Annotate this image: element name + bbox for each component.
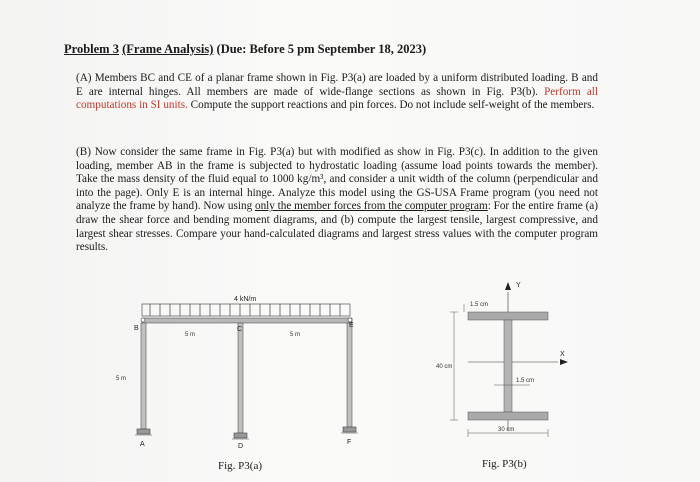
load-label: 4 kN/m: [234, 296, 257, 303]
node-c-label: C: [237, 326, 243, 333]
web-thickness-label: 1.5 cm: [516, 378, 535, 384]
y-axis-arrow: [505, 282, 511, 290]
frame-figure: [110, 290, 370, 455]
figure-b-caption: Fig. P3(b): [482, 458, 527, 470]
column-ef: [347, 323, 352, 427]
part-b-underlined: only the member forces from the computer program: [254, 200, 488, 213]
span-right-label: 5 m: [290, 332, 301, 338]
x-axis-arrow: [560, 359, 568, 365]
node-a-label: A: [140, 441, 145, 448]
beam-bce: [142, 318, 352, 323]
flange-width-label: 30 cm: [498, 427, 515, 433]
column-ab: [141, 323, 146, 429]
height-label: 5 m: [116, 376, 127, 382]
flange-thickness-label: 1.5 cm: [470, 302, 489, 308]
y-axis-label: Y: [516, 282, 521, 289]
distributed-load: [142, 304, 350, 316]
node-d-label: D: [238, 443, 244, 450]
support-a: [135, 429, 152, 435]
part-a-si-units: Perform all computations in SI units.: [76, 85, 599, 112]
problem-topic: (Frame Analysis): [122, 42, 214, 56]
depth-label: 40 cm: [436, 364, 453, 370]
top-flange: [468, 312, 548, 320]
problem-due: (Due: Before 5 pm September 18, 2023): [216, 42, 427, 56]
web: [504, 320, 512, 412]
node-e-label: E: [349, 322, 354, 329]
part-b-paragraph: [76, 146, 598, 255]
node-f-label: F: [347, 439, 352, 446]
part-a-rest: Compute the support reactions and pin forces. Do not include self-weight of the members.: [190, 99, 595, 112]
x-axis-label: X: [560, 351, 565, 358]
part-b-text-1: (B) Now consider the same frame in Fig. P3(a) but with modified as show in Fig. P3(c). In addition to the given loading, member AB in the frame is subjected to hydrostatic loading (assume load points towards the member). Take the mass density of the fluid equal to 1000 kg/m³, and consider a unit width of the column (perpendicular and into the page). Only E is an internal hinge. Analyze this model using the GS-USA Frame program (you need not analyze the frame by hand). Now using: [76, 146, 598, 213]
hinge-b: [141, 318, 145, 322]
span-left-label: 5 m: [185, 332, 196, 338]
column-cd: [238, 323, 243, 433]
node-b-label: B: [134, 325, 139, 332]
section-figure: [430, 270, 590, 450]
figure-a-caption: Fig. P3(a): [218, 460, 262, 472]
problem-title: [64, 42, 426, 57]
part-a-paragraph: [76, 72, 598, 113]
support-f: [341, 427, 358, 433]
part-a-intro: (A) Members BC and CE of a planar frame shown in Fig. P3(a) are loaded by a uniform distributed loading. B and E are internal hinges. All members are made of wide-flange sections as shown in Fig. P3(b).: [76, 72, 598, 98]
bottom-flange: [468, 412, 548, 420]
problem-number: Problem 3: [64, 42, 119, 56]
support-d: [232, 433, 249, 439]
part-b-text-2: : For the entire frame (a) draw the shear force and bending moment diagrams, and (b) compute the largest tensile, largest compressive, and largest shear stresses. Compare your hand-calculated diagrams and largest stress values with the computer program results.: [76, 200, 598, 254]
